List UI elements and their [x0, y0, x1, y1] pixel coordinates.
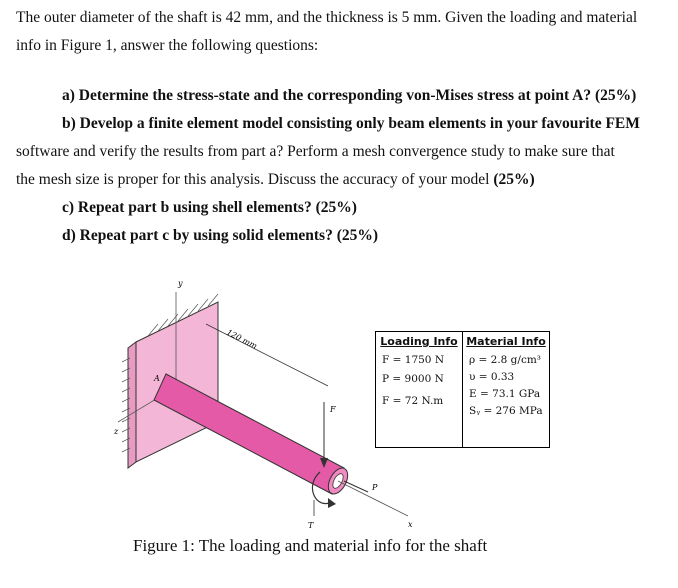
question-a-text: a) Determine the stress-state and the corresponding von-Mises stress at point A?	[62, 87, 595, 104]
x-axis-label: x	[408, 520, 413, 529]
question-d: d) Repeat part c by using solid elements? (25%)	[62, 227, 379, 244]
question-b-weight: (25%)	[493, 171, 535, 188]
intro-line-1: The outer diameter of the shaft is 42 mm, and the thickness is 5 mm. Given the loading and material	[16, 9, 638, 26]
torque-label: T	[308, 521, 314, 530]
shaft-figure	[114, 272, 418, 532]
info-table	[375, 331, 550, 448]
material-info-column	[463, 332, 549, 447]
dimension-label: 120 mm	[225, 327, 259, 351]
question-c-weight: (25%)	[315, 199, 357, 216]
loading-row-3: F = 72 N.m	[382, 395, 444, 407]
force-f-label: F	[330, 405, 336, 414]
figure-caption: Figure 1: The loading and material info for the shaft	[133, 536, 488, 555]
question-b-line-2: software and verify the results from part a? Perform a mesh convergence study to make sure that	[16, 143, 615, 160]
loading-row-1: F = 1750 N	[382, 354, 445, 366]
question-c: c) Repeat part b using shell elements? (25%)	[62, 199, 357, 216]
question-d-weight: (25%)	[336, 227, 379, 244]
dimension-line	[206, 324, 328, 386]
wall-side	[128, 342, 136, 468]
loading-info-header: Loading Info	[380, 335, 458, 348]
question-a	[62, 82, 636, 110]
material-row-1: ρ = 2.8 g/cm³	[469, 354, 541, 366]
loading-info-column	[376, 332, 463, 447]
material-row-3: E = 73.1 GPa	[469, 388, 541, 400]
question-a-weight: (25%)	[595, 87, 637, 104]
z-axis-label: z	[114, 427, 119, 436]
y-axis-label: y	[178, 279, 183, 288]
force-p-label: P	[372, 483, 378, 492]
material-info-header: Material Info	[466, 335, 546, 348]
intro-paragraph	[16, 4, 676, 60]
material-row-2: υ = 0.33	[469, 371, 515, 383]
question-b-line-3: the mesh size is proper for this analysis. Discuss the accuracy of your model (25%)	[16, 171, 535, 188]
loading-row-2: P = 9000 N	[382, 373, 444, 385]
question-b-line-1: b) Develop a finite element model consisting only beam elements in your favourite FEM	[62, 115, 640, 132]
intro-line-2: info in Figure 1, answer the following questions:	[16, 37, 319, 54]
material-row-4: Sᵧ = 276 MPa	[469, 405, 543, 417]
point-a-label: A	[154, 374, 160, 383]
